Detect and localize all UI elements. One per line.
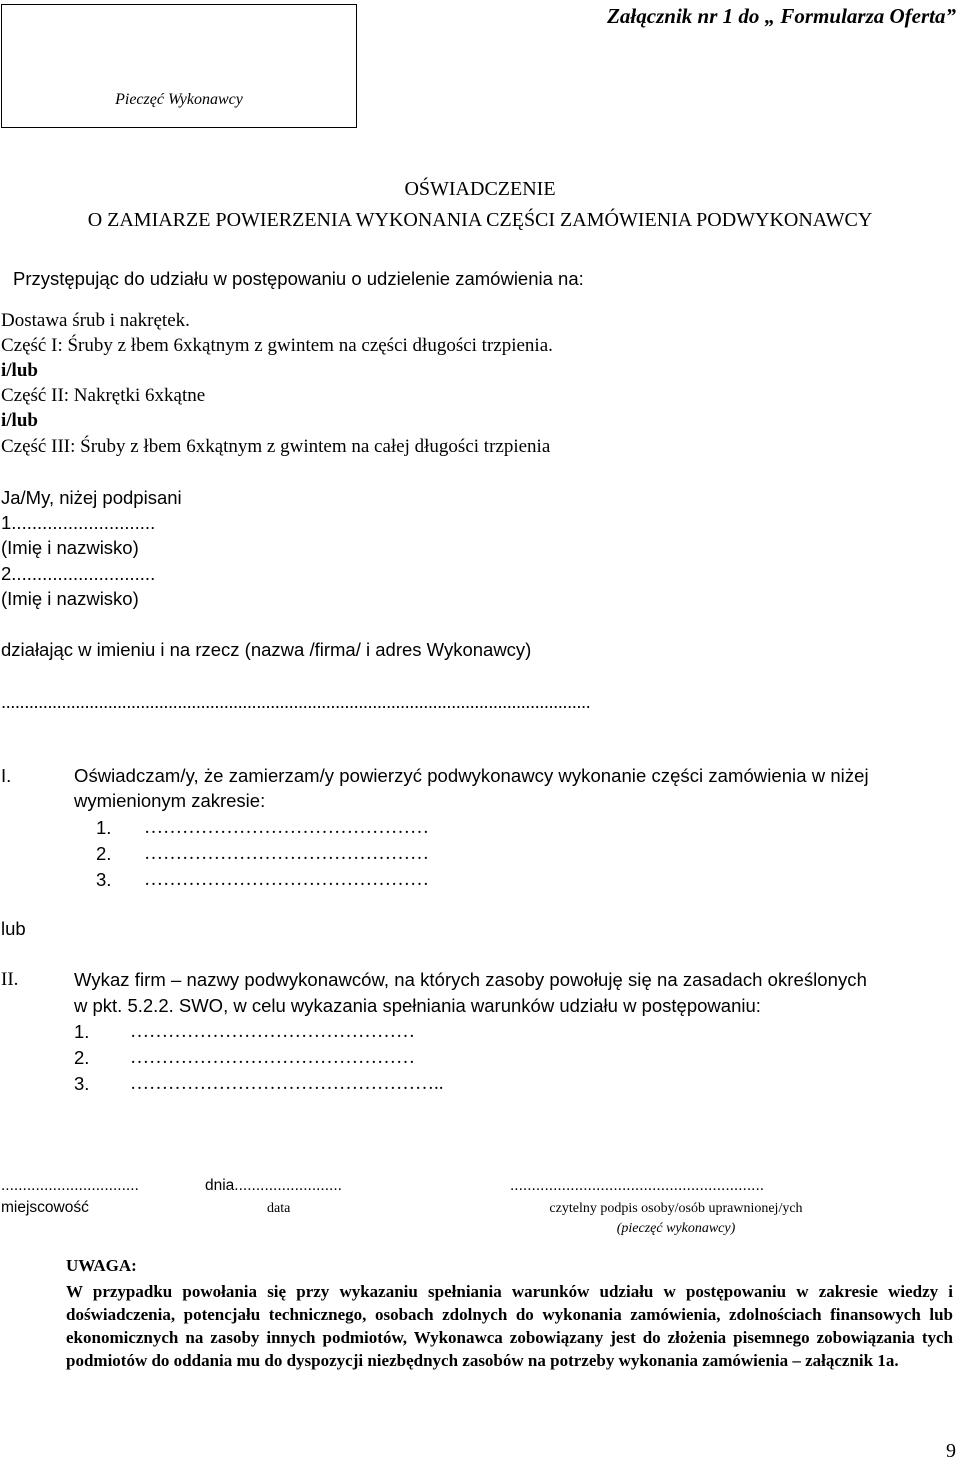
- section-i-text: wymienionym zakresie:: [74, 790, 266, 811]
- subject-connector: i/lub: [1, 360, 38, 381]
- subject-line: Część I: Śruby z łbem 6xkątnym z gwintem na części długości trzpienia.: [1, 335, 553, 356]
- signature-field[interactable]: ...........................................................: [510, 1177, 765, 1194]
- section-i-item-number: 1.: [96, 817, 112, 838]
- signatory-line[interactable]: 1............................: [1, 512, 156, 533]
- contractor-stamp-label: Pieczęć Wykonawcy: [115, 91, 243, 108]
- section-i-item-field[interactable]: ………………………………………: [144, 843, 429, 864]
- annex-label: Załącznik nr 1 do „ Formularza Oferta”: [607, 4, 956, 28]
- notice-text: W przypadku powołania się przy wykazaniu spełniania warunków udziału w postępowaniu w zakresie wiedzy i doświadczenia, potencjału technicznego, osobach zdolnych do wykonania zamówienia, zdolnościach finansowych lub ekonomicznych na zasoby innych podmiotów, Wykonawca zobowiązany jest do złożenia pisemnego zobowiązania tych podmiotów do oddania mu do dyspozycji niezbędnych zasobów na potrzeby wykonania zamówienia – załącznik 1a.: [66, 1282, 953, 1370]
- document-title: OŚWIADCZENIE: [404, 178, 556, 200]
- place-field[interactable]: ................................: [1, 1177, 139, 1194]
- place-label: miejscowość: [1, 1199, 89, 1216]
- section-i-item-field[interactable]: ………………………………………: [144, 869, 429, 890]
- section-i-number: I.: [1, 765, 12, 786]
- section-ii-text: Wykaz firm – nazwy podwykonawców, na których zasoby powołuję się na zasadach określonych: [74, 969, 867, 990]
- document-subtitle: O ZAMIARZE POWIERZENIA WYKONANIA CZĘŚCI ZAMÓWIENIA PODWYKONAWCY: [87, 209, 873, 231]
- subject-line: Część III: Śruby z łbem 6xkątnym z gwintem na całej długości trzpienia: [1, 436, 551, 457]
- section-ii-item-field[interactable]: …………………………………………..: [130, 1073, 444, 1094]
- acting-on-behalf-text: działając w imieniu i na rzecz (nazwa /firma/ i adres Wykonawcy): [1, 639, 532, 660]
- contractor-address-field[interactable]: ...............................................................................................................................: [1, 691, 591, 712]
- contractor-stamp-box: [1, 4, 357, 128]
- subject-line: Dostawa śrub i nakrętek.: [1, 310, 190, 331]
- section-ii-item-field[interactable]: ………………………………………: [130, 1021, 415, 1042]
- section-i-item-number: 2.: [96, 843, 112, 864]
- section-ii-item-number: 1.: [74, 1021, 90, 1042]
- section-i-item-number: 3.: [96, 869, 112, 890]
- page-number: 9: [946, 1440, 956, 1462]
- section-ii-item-number: 3.: [74, 1073, 90, 1094]
- signatory-caption: (Imię i nazwisko): [1, 537, 139, 558]
- section-ii-text: w pkt. 5.2.2. SWO, w celu wykazania spełniania warunków udziału w postępowaniu:: [74, 995, 761, 1016]
- section-ii-number: II.: [1, 969, 19, 990]
- section-i-text: Oświadczam/y, że zamierzam/y powierzyć podwykonawcy wykonanie części zamówienia w niżej: [74, 765, 869, 786]
- subject-connector: i/lub: [1, 410, 38, 431]
- section-ii-item-number: 2.: [74, 1047, 90, 1068]
- signature-stamp-label: (pieczęć wykonawcy): [616, 1221, 736, 1236]
- section-ii-item-field[interactable]: ………………………………………: [130, 1047, 415, 1068]
- signature-label: czytelny podpis osoby/osób uprawnionej/ych: [549, 1201, 803, 1216]
- subject-line: Część II: Nakrętki 6xkątne: [1, 385, 206, 406]
- signatory-caption: (Imię i nazwisko): [1, 588, 139, 609]
- signatories-heading: Ja/My, niżej podpisani: [1, 487, 182, 508]
- intro-text: Przystępując do udziału w postępowaniu o udzielenie zamówienia na:: [13, 268, 584, 289]
- notice-heading: UWAGA:: [66, 1256, 137, 1275]
- section-i-item-field[interactable]: ………………………………………: [144, 817, 429, 838]
- date-field[interactable]: dnia.........................: [205, 1177, 342, 1194]
- date-label: data: [267, 1201, 291, 1216]
- signatory-line[interactable]: 2............................: [1, 563, 156, 584]
- or-label: lub: [1, 918, 26, 939]
